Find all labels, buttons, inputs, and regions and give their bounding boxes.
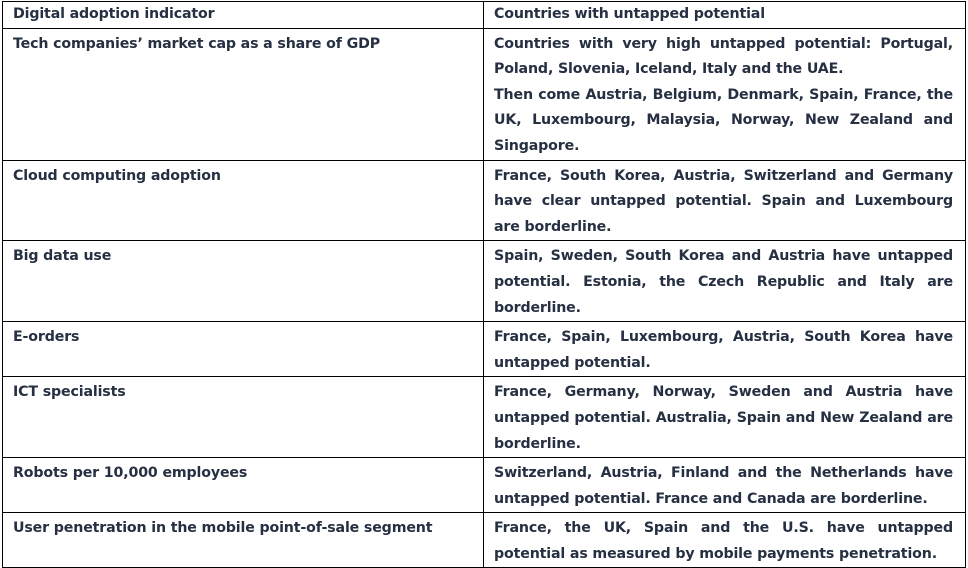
indicator-cell: Tech companies’ market cap as a share of GDP xyxy=(3,28,484,160)
indicator-cell: Robots per 10,000 employees xyxy=(3,458,484,513)
header-row xyxy=(3,2,966,29)
header-indicator: Digital adoption indicator xyxy=(3,2,484,29)
countries-cell xyxy=(484,322,966,377)
indicator-cell: Big data use xyxy=(3,241,484,322)
countries-text: Spain, Sweden, South Korea and Austria have untapped potential. Estonia, the Czech Republic and Italy are borderline. xyxy=(494,248,953,316)
indicator-cell: E-orders xyxy=(3,322,484,377)
indicator-cell: ICT specialists xyxy=(3,377,484,458)
countries-text: Switzerland, Austria, Finland and the Netherlands have untapped potential. France and Canada are borderline. xyxy=(494,465,953,507)
countries-cell xyxy=(484,458,966,513)
table-row xyxy=(3,377,966,458)
table-row xyxy=(3,322,966,377)
countries-text: France, Spain, Luxembourg, Austria, South Korea have untapped potential. xyxy=(494,329,953,371)
countries-text: Countries with very high untapped potential: Portugal, Poland, Slovenia, Iceland, Italy and the UAE. xyxy=(494,35,953,78)
table-row xyxy=(3,160,966,241)
countries-text: France, Germany, Norway, Sweden and Austria have untapped potential. Australia, Spain and New Zealand are borderline. xyxy=(494,384,953,452)
table-row xyxy=(3,241,966,322)
indicator-cell: Cloud computing adoption xyxy=(3,160,484,241)
countries-cell xyxy=(484,241,966,322)
indicator-cell: User penetration in the mobile point-of-sale segment xyxy=(3,513,484,568)
countries-cell xyxy=(484,377,966,458)
table-row xyxy=(3,28,966,160)
countries-cell xyxy=(484,160,966,241)
digital-adoption-table xyxy=(2,1,966,568)
table-row xyxy=(3,513,966,568)
countries-cell xyxy=(484,28,966,160)
table-row xyxy=(3,458,966,513)
countries-text: Then come Austria, Belgium, Denmark, Spain, France, the UK, Luxembourg, Malaysia, Norway, New Zealand and Singapore. xyxy=(494,86,953,154)
countries-cell xyxy=(484,513,966,568)
countries-text: France, the UK, Spain and the U.S. have untapped potential as measured by mobile payments penetration. xyxy=(494,520,953,562)
countries-text: France, South Korea, Austria, Switzerland and Germany have clear untapped potential. Spain and Luxembourg are borderline. xyxy=(494,167,953,235)
header-countries: Countries with untapped potential xyxy=(484,2,966,29)
